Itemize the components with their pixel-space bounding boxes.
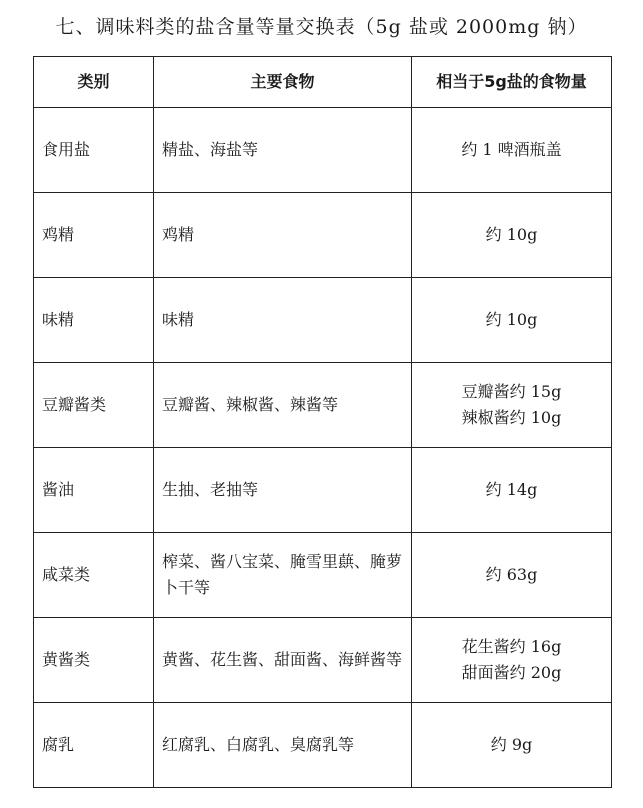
amount-line: 辣椒酱约 10g — [461, 408, 562, 427]
amount-line: 约 63g — [485, 565, 538, 584]
category-cell: 豆瓣酱类 — [34, 363, 154, 448]
category-cell: 味精 — [34, 278, 154, 363]
table-row — [34, 278, 612, 363]
amount-line: 约 1 啤酒瓶盖 — [461, 140, 562, 159]
amount-cell — [412, 278, 612, 363]
table-row — [34, 618, 612, 703]
amount-cell — [412, 108, 612, 193]
salt-exchange-table — [33, 56, 612, 788]
header-amount: 相当于5g盐的食物量 — [412, 57, 612, 108]
amount-line: 花生酱约 16g — [461, 637, 562, 656]
category-cell: 黄酱类 — [34, 618, 154, 703]
header-foods: 主要食物 — [154, 57, 412, 108]
header-category: 类别 — [34, 57, 154, 108]
table-row — [34, 363, 612, 448]
amount-cell — [412, 703, 612, 788]
table-row — [34, 533, 612, 618]
foods-cell: 味精 — [154, 278, 412, 363]
table-row — [34, 108, 612, 193]
foods-cell: 黄酱、花生酱、甜面酱、海鲜酱等 — [154, 618, 412, 703]
amount-line: 豆瓣酱约 15g — [461, 382, 562, 401]
category-cell: 腐乳 — [34, 703, 154, 788]
category-cell: 酱油 — [34, 448, 154, 533]
amount-line: 约 14g — [485, 480, 538, 499]
foods-cell: 红腐乳、白腐乳、臭腐乳等 — [154, 703, 412, 788]
amount-line: 甜面酱约 20g — [461, 663, 562, 682]
category-cell: 咸菜类 — [34, 533, 154, 618]
foods-cell: 生抽、老抽等 — [154, 448, 412, 533]
amount-cell — [412, 448, 612, 533]
amount-line: 约 10g — [485, 225, 538, 244]
table-row — [34, 703, 612, 788]
amount-line: 约 10g — [485, 310, 538, 329]
header-row — [34, 57, 612, 108]
amount-cell — [412, 193, 612, 278]
foods-cell: 豆瓣酱、辣椒酱、辣酱等 — [154, 363, 412, 448]
foods-cell: 榨菜、酱八宝菜、腌雪里蕻、腌萝卜干等 — [154, 533, 412, 618]
amount-cell — [412, 363, 612, 448]
table-title: 七、调味料类的盐含量等量交换表（5g 盐或 2000mg 钠） — [55, 16, 588, 38]
category-cell: 鸡精 — [34, 193, 154, 278]
amount-cell — [412, 533, 612, 618]
foods-cell: 鸡精 — [154, 193, 412, 278]
table-row — [34, 448, 612, 533]
foods-cell: 精盐、海盐等 — [154, 108, 412, 193]
table-row — [34, 193, 612, 278]
amount-line: 约 9g — [490, 735, 533, 754]
amount-cell — [412, 618, 612, 703]
category-cell: 食用盐 — [34, 108, 154, 193]
